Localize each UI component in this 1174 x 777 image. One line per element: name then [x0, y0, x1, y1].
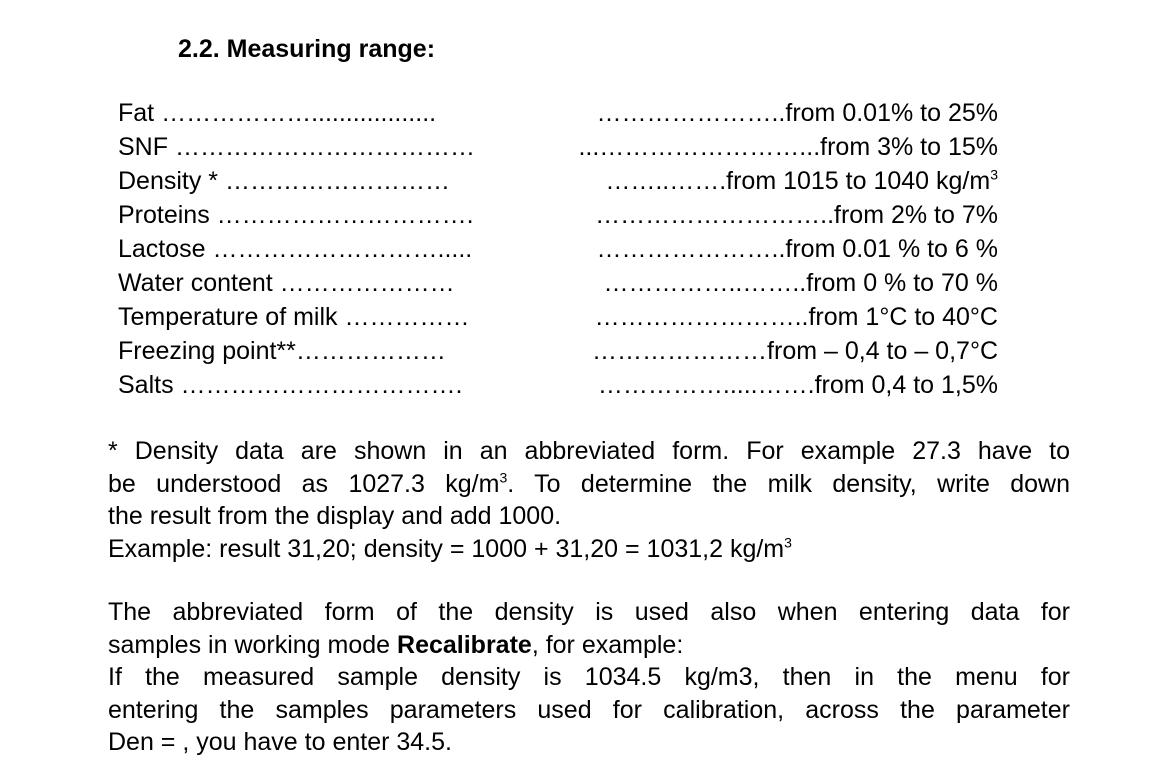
- superscript: 3: [990, 166, 998, 183]
- paragraph-line: [108, 468, 1070, 501]
- paragraph-line: If the measured sample density is 1034.5 kg/m3, then in the menu for: [108, 663, 1070, 691]
- spec-label: Salts …………………………….: [118, 371, 463, 399]
- spec-label: SNF ………………………………: [118, 133, 475, 161]
- spec-value: …………………..from 0.01% to 25%: [596, 99, 998, 127]
- paragraph-line: Den = , you have to enter 34.5.: [108, 728, 452, 756]
- spec-row-snf: [0, 130, 1174, 164]
- paragraph-line: The abbreviated form of the density is used also when entering data for: [108, 598, 1070, 626]
- section-heading: 2.2. Measuring range:: [178, 35, 436, 63]
- spec-label: Proteins ………………………….: [118, 201, 474, 229]
- superscript: 3: [499, 469, 508, 486]
- text-run: , for example:: [531, 630, 684, 659]
- spec-value: ………………………..from 2% to 7%: [595, 201, 998, 229]
- spec-row-water-content: [0, 266, 1174, 300]
- spec-label: Fat ………………..................: [118, 99, 437, 127]
- paragraph-line: entering the samples parameters used for calibration, across the parameter: [108, 695, 1070, 724]
- spec-row-salts: [0, 368, 1174, 402]
- spec-value-text: ……..…….from 1015 to 1040 kg/m: [605, 167, 991, 195]
- density-note: [108, 435, 1070, 565]
- spec-row-proteins: [0, 198, 1174, 232]
- text-run: Example: result 31,20; density = 1000 + 31,20 = 1031,2 kg/m: [108, 534, 785, 563]
- paragraph-line: * Density data are shown in an abbreviated form. For example 27.3 have to: [108, 437, 1070, 465]
- spec-label: Freezing point**………………: [118, 337, 446, 365]
- text-run: samples in working mode: [108, 630, 398, 659]
- paragraph-line: the result from the display and add 1000.: [108, 502, 562, 530]
- spec-row-temperature: [0, 300, 1174, 334]
- text-run: be understood as 1027.3 kg/m: [108, 469, 500, 498]
- text-run: . To determine the milk density, write down: [507, 469, 1071, 498]
- spec-value: …………………from – 0,4 to – 0,7°C: [592, 337, 998, 365]
- spec-value: ……………..……..from 0 % to 70 %: [603, 269, 998, 297]
- paragraph-line: [108, 629, 1070, 662]
- recalibrate-note: [108, 596, 1070, 759]
- spec-row-lactose: [0, 232, 1174, 266]
- spec-label: Density * ………………………: [118, 167, 450, 195]
- spec-row-fat: [0, 96, 1174, 130]
- spec-row-density: [0, 164, 1174, 198]
- paragraph-line: [108, 533, 1070, 566]
- superscript: 3: [784, 534, 792, 551]
- spec-label: Lactose ……………………….....: [118, 235, 473, 263]
- spec-label: Temperature of milk ……………: [118, 303, 470, 331]
- spec-value: …………….....…….from 0,4 to 1,5%: [597, 371, 998, 399]
- spec-value: [543, 164, 998, 198]
- spec-label: Water content …………………: [118, 269, 455, 297]
- mode-name: Recalibrate: [397, 630, 532, 659]
- spec-value: ……………………..from 1°C to 40°C: [594, 303, 998, 331]
- spec-value: ...……………………...from 3% to 15%: [578, 133, 998, 161]
- spec-value: …………………..from 0.01 % to 6 %: [596, 235, 998, 263]
- spec-row-freezing-point: [0, 334, 1174, 368]
